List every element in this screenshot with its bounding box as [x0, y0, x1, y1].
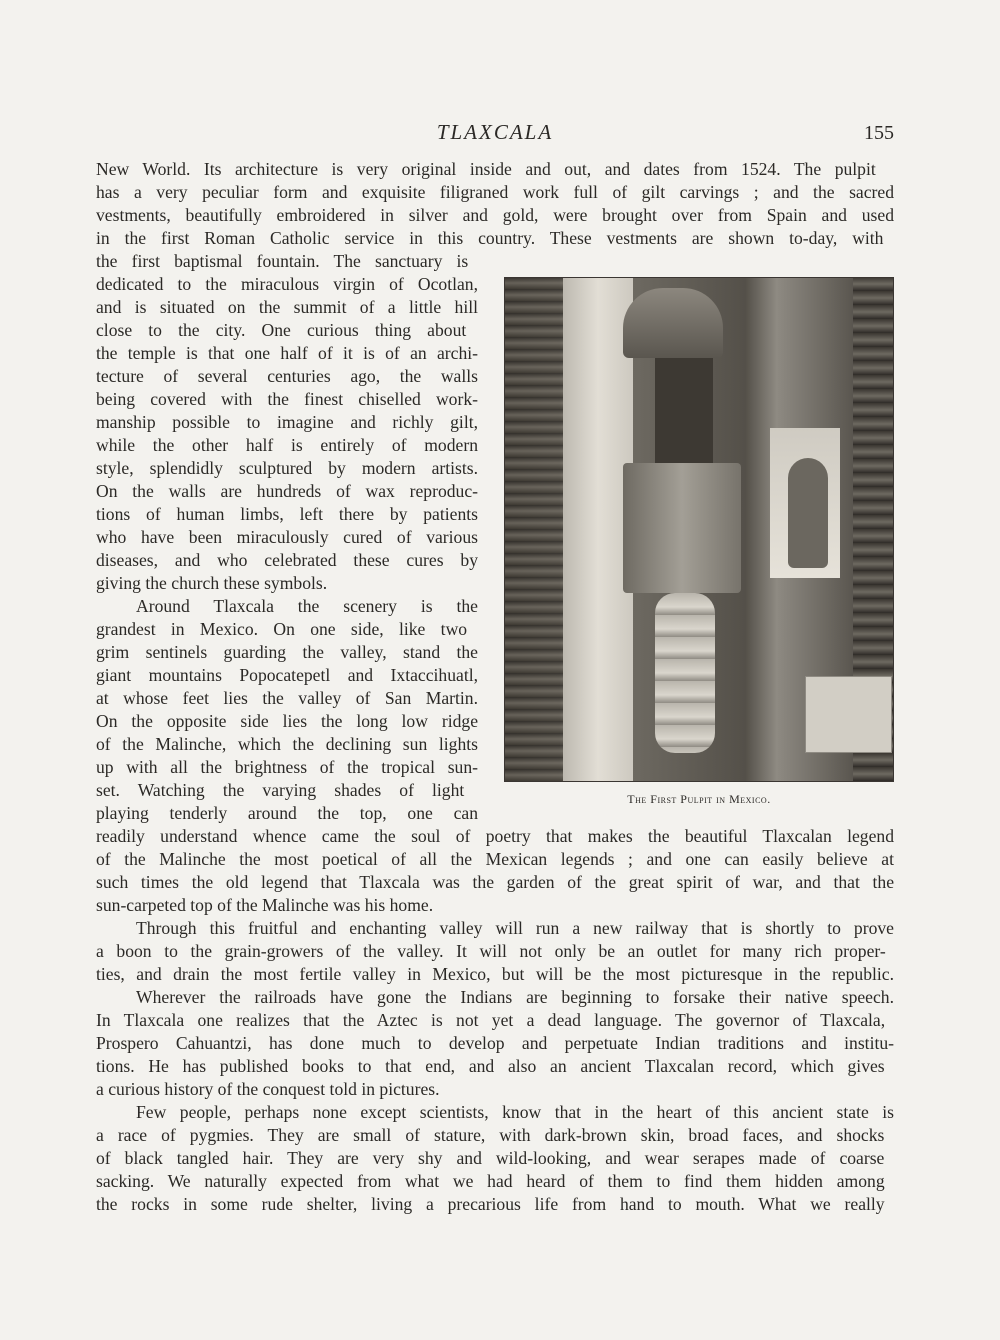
text-line: up with all the brightness of the tropical sun-: [96, 757, 478, 777]
text-line: the first baptismal fountain. The sanctuary is: [96, 251, 469, 271]
text-line: at whose feet lies the valley of San Martin.: [96, 688, 478, 708]
text-line: of the Malinche, which the declining sun lights: [96, 734, 478, 754]
text-line: being covered with the finest chiselled work-: [96, 389, 478, 409]
text-line: a curious history of the conquest told in pictures.: [96, 1079, 440, 1099]
running-title: TLAXCALA: [436, 120, 554, 144]
virgin-statue: [788, 458, 828, 568]
text-line: sacking. We naturally expected from what we had heard of them to find them hidden among: [96, 1171, 885, 1191]
text-line: close to the city. One curious thing about: [96, 320, 467, 340]
page-number: 155: [864, 122, 894, 144]
text-line: manship possible to imagine and richly gilt,: [96, 412, 478, 432]
text-line: ties, and drain the most fertile valley in Mexico, but will be the most picturesque in the republic.: [96, 964, 894, 984]
text-line: Few people, perhaps none except scientists, know that in the heart of this ancient state is: [136, 1102, 894, 1122]
text-line: Around Tlaxcala the scenery is the: [136, 596, 478, 616]
text-line: dedicated to the miraculous virgin of Ocotlan,: [96, 274, 478, 294]
text-line: playing tenderly around the top, one can: [96, 803, 478, 823]
running-head: [96, 120, 894, 150]
text-line: On the walls are hundreds of wax reproduc-: [96, 481, 478, 501]
pulpit-base: [655, 593, 715, 753]
text-line: who have been miraculously cured of various: [96, 527, 478, 547]
text-line: On the opposite side lies the long low ridge: [96, 711, 478, 731]
text-line: such times the old legend that Tlaxcala was the garden of the great spirit of war, and that the: [96, 872, 894, 892]
text-line: New World. Its architecture is very original inside and out, and dates from 1524. The pulpit: [96, 159, 876, 179]
text-line: In Tlaxcala one realizes that the Aztec is not yet a dead language. The governor of Tlaxcala,: [96, 1010, 886, 1030]
pulpit-body: [623, 463, 741, 593]
text-line: diseases, and who celebrated these cures by: [96, 550, 478, 570]
text-line: and is situated on the summit of a little hill: [96, 297, 478, 317]
carved-pillar-left: [505, 278, 563, 781]
text-line: tecture of several centuries ago, the walls: [96, 366, 478, 386]
text-line: a race of pygmies. They are small of stature, with dark-brown skin, broad faces, and shocks: [96, 1125, 885, 1145]
text-line: the temple is that one half of it is of an archi-: [96, 343, 478, 363]
text-line: tions of human limbs, left there by patients: [96, 504, 478, 524]
text-line: of black tangled hair. They are very shy and wild-looking, and wear serapes made of coarse: [96, 1148, 885, 1168]
text-line: grim sentinels guarding the valley, stand the: [96, 642, 478, 662]
text-line: style, splendidly sculptured by modern artists.: [96, 458, 478, 478]
text-line: giving the church these symbols.: [96, 573, 328, 593]
text-line: Through this fruitful and enchanting valley will run a new railway that is shortly to prove: [136, 918, 894, 938]
pulpit-canopy: [623, 288, 723, 358]
figure-caption: The First Pulpit in Mexico.: [627, 792, 771, 806]
text-line: a boon to the grain-growers of the valley. It will not only be an outlet for many rich proper-: [96, 941, 886, 961]
text-line: Wherever the railroads have gone the Indians are beginning to forsake their native speech.: [136, 987, 894, 1007]
text-line: of the Malinche the most poetical of all the Mexican legends ; and one can easily believe at: [96, 849, 894, 869]
text-line: the rocks in some rude shelter, living a precarious life from hand to mouth. What we really: [96, 1194, 885, 1214]
text-line: grandest in Mexico. On one side, like two: [96, 619, 468, 639]
text-line: in the first Roman Catholic service in this country. These vestments are shown to-day, with: [96, 228, 884, 248]
text-line: tions. He has published books to that end, and also an ancient Tlaxcalan record, which gives: [96, 1056, 885, 1076]
text-line: set. Watching the varying shades of light: [96, 780, 465, 800]
text-line: Prospero Cahuantzi, has done much to develop and perpetuate Indian traditions and institu-: [96, 1033, 894, 1053]
text-line: has a very peculiar form and exquisite filigraned work full of gilt carvings ; and the sacred: [96, 182, 894, 202]
pulpit-photograph: [504, 277, 894, 782]
text-line: vestments, beautifully embroidered in silver and gold, were brought over from Spain and used: [96, 205, 894, 225]
pulpit-back: [655, 358, 713, 468]
text-line: giant mountains Popocatepetl and Ixtaccihuatl,: [96, 665, 478, 685]
floor-panel: [805, 676, 892, 753]
text-line: readily understand whence came the soul of poetry that makes the beautiful Tlaxcalan legend: [96, 826, 894, 846]
text-line: while the other half is entirely of modern: [96, 435, 478, 455]
text-line: sun-carpeted top of the Malinche was his home.: [96, 895, 434, 915]
